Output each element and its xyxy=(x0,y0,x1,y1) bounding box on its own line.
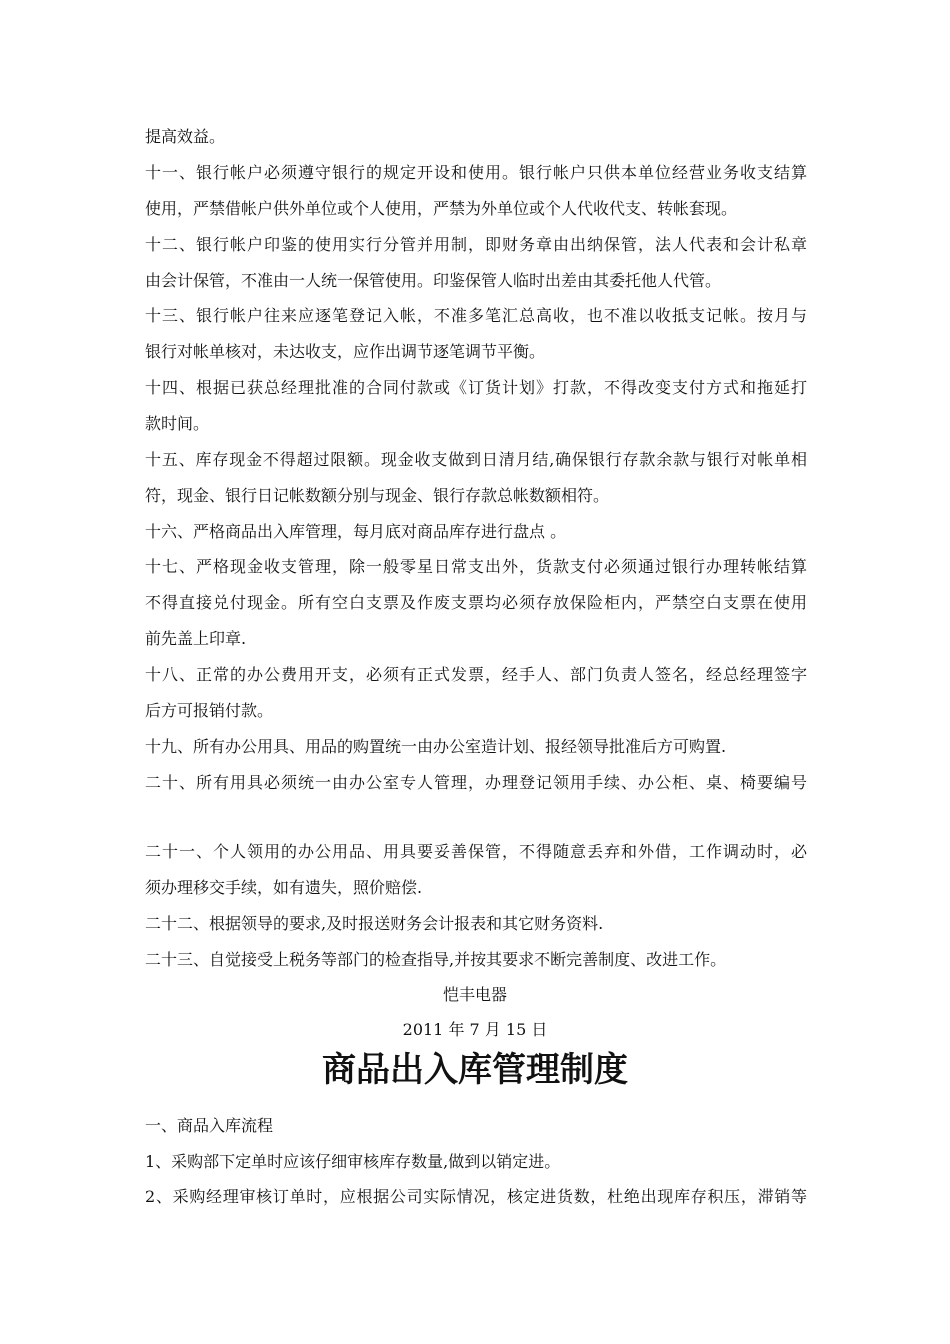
text-line: 使用，严禁借帐户供外单位或个人使用，严禁为外单位或个人代收代支、转帐套现。 xyxy=(145,199,738,218)
section-title: 商品出入库管理制度 xyxy=(322,1050,628,1090)
text-line: 2、采购经理审核订单时，应根据公司实际情况，核定进货数，杜绝出现库存积压，滞销等 xyxy=(145,1187,807,1206)
text-line: 二十二、根据领导的要求,及时报送财务会计报表和其它财务资料. xyxy=(145,914,604,933)
text-line: 十四、根据已获总经理批准的合同付款或《订货计划》打款，不得改变支付方式和拖延打 xyxy=(145,378,807,397)
text-line: 十九、所有办公用具、用品的购置统一由办公室造计划、报经领导批准后方可购置. xyxy=(145,737,727,756)
text-line: 十二、银行帐户印鉴的使用实行分管并用制，即财务章由出纳保管，法人代表和会计私章 xyxy=(145,235,807,254)
text-line: 款时间。 xyxy=(145,414,210,433)
text-line: 前先盖上印章. xyxy=(145,629,247,648)
text-line: 须办理移交手续，如有遗失，照价赔偿. xyxy=(145,878,423,897)
text-line: 十一、银行帐户必须遵守银行的规定开设和使用。银行帐户只供本单位经营业务收支结算 xyxy=(145,163,807,182)
text-line: 二十一、个人领用的办公用品、用具要妥善保管，不得随意丢弃和外借，工作调动时，必 xyxy=(145,842,807,861)
text-line: 由会计保管，不准由一人统一保管使用。印鉴保管人临时出差由其委托他人代管。 xyxy=(145,271,722,290)
text-line: 二十三、自觉接受上税务等部门的检查指导,并按其要求不断完善制度、改进工作。 xyxy=(145,950,727,969)
text-line: 1、采购部下定单时应该仔细审核库存数量,做到以销定进。 xyxy=(145,1152,561,1171)
text-line: 银行对帐单核对，未达收支，应作出调节逐笔调节平衡。 xyxy=(145,342,546,361)
text-line: 二十、所有用具必须统一由办公室专人管理，办理登记领用手续、办公柜、桌、椅要编号 xyxy=(145,773,807,792)
text-line: 十六、严格商品出入库管理，每月底对商品库存进行盘点 。 xyxy=(145,522,567,541)
text-line: 十七、严格现金收支管理，除一般零星日常支出外，货款支付必须通过银行办理转帐结算 xyxy=(145,557,807,576)
text-line: 十三、银行帐户往来应逐笔登记入帐，不准多笔汇总高收，也不准以收抵支记帐。按月与 xyxy=(145,306,807,325)
text-line: 符，现金、银行日记帐数额分别与现金、银行存款总帐数额相符。 xyxy=(145,486,610,505)
signature-company: 恺丰电器 xyxy=(442,985,507,1004)
text-line: 十八、正常的办公费用开支，必须有正式发票，经手人、部门负责人签名，经总经理签字 xyxy=(145,665,807,684)
signature-date: 2011 年 7 月 15 日 xyxy=(402,1020,548,1039)
text-line: 十五、库存现金不得超过限额。现金收支做到日清月结,确保银行存款余款与银行对帐单相 xyxy=(145,450,807,469)
text-line: 后方可报销付款。 xyxy=(145,701,274,720)
text-line: 一、商品入库流程 xyxy=(145,1116,274,1135)
text-line: 提高效益。 xyxy=(145,127,226,146)
text-line: 不得直接兑付现金。所有空白支票及作废支票均必须存放保险柜内，严禁空白支票在使用 xyxy=(145,593,807,612)
